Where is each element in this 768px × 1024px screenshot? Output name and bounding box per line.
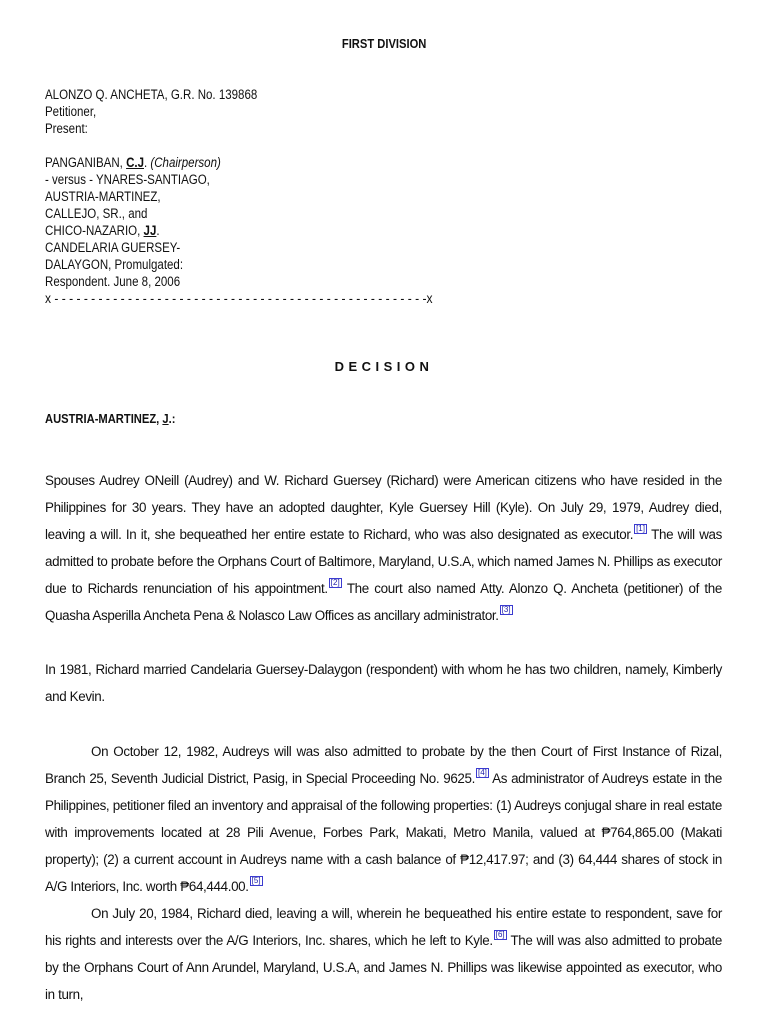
footnote-link-3[interactable]: [3]: [501, 605, 511, 614]
caption-respondent-name-1: CANDELARIA GUERSEY-: [45, 240, 181, 255]
caption-panganiban: PANGANIBAN, C.J. (Chairperson): [45, 155, 221, 170]
caption-austria-martinez: AUSTRIA-MARTINEZ,: [45, 189, 161, 204]
caption-chico-nazario: CHICO-NAZARIO, JJ.: [45, 223, 160, 238]
caption-present-label: Present:: [45, 121, 88, 136]
footnote-link-1[interactable]: [1]: [636, 524, 645, 533]
paragraph-2: In 1981, Richard married Candelaria Guersey-Dalaygon (respondent) with whom he has two children, namely, Kimberly and Kevin.: [45, 662, 722, 704]
case-caption: [45, 86, 476, 307]
caption-respondent-name-2: DALAYGON, Promulgated:: [45, 257, 184, 272]
division-heading: FIRST DIVISION: [341, 36, 427, 51]
caption-promulgation-date: Respondent. June 8, 2006: [45, 274, 181, 289]
paragraph-1: Spouses Audrey ONeill (Audrey) and W. Richard Guersey (Richard) were American citizens who have resided in the Philippines for 30 years. They have an adopted daughter, Kyle Guersey Hill (Kyle). On July 29, 1979, Audrey died, leaving a will. In it, she bequeathed her entire estate to Richard, who was also designated as executor. [1] The will was admitted to probate before the Orphans Court of Baltimore, Maryland, U.S.A, which named James N. Phillips as executor due to Richards renunciation of his appointment. [2] The court also named Atty. Alonzo Q. Ancheta (petitioner) of the Quasha Asperilla Ancheta Pena & Nolasco Law Offices as ancillary administrator. [3]: [45, 473, 722, 623]
caption-versus: - versus - YNARES-SANTIAGO,: [45, 172, 210, 187]
paragraph-4: On July 20, 1984, Richard died, leaving a will, wherein he bequeathed his entire estate to respondent, save for his rights and interests over the A/G Interiors, Inc. shares, which he left to Kyle. [6] The will was also admitted to probate by the Orphans Court of Ann Arundel, Maryland, U.S.A, and James N. Phillips was likewise appointed as executor, who in turn,: [45, 906, 722, 1002]
caption-petitioner-name: ALONZO Q. ANCHETA, G.R. No. 139868: [45, 87, 258, 102]
paragraph-3: On October 12, 1982, Audreys will was also admitted to probate by the then Court of First Instance of Rizal, Branch 25, Seventh Judicial District, Pasig, in Special Proceeding No. 9625. [4] As administrator of Audreys estate in the Philippines, petitioner filed an inventory and appraisal of the following properties: (1) Audreys conjugal share in real estate with improvements located at 28 Pili Avenue, Forbes Park, Makati, Metro Manila, valued at ₱764,865.00 (Makati property); (2) a current account in Audreys name with a cash balance of ₱12,417.97; and (3) 64,444 shares of stock in A/G Interiors, Inc. worth ₱64,444.00. [5]: [45, 744, 722, 894]
footnote-link-6[interactable]: [6]: [495, 930, 505, 939]
caption-spacer: [45, 137, 476, 154]
caption-separator: x - - - - - - - - - - - - - - - - - - - - - - - - - - - - - - - - - - - - - - - - - - - - - - - - - - -x: [45, 291, 433, 306]
caption-callejo: CALLEJO, SR., and: [45, 206, 148, 221]
footnote-link-4[interactable]: [4]: [478, 768, 487, 777]
ponente: AUSTRIA-MARTINEZ, J.:: [45, 411, 176, 426]
caption-petitioner-label: Petitioner,: [45, 104, 97, 119]
decision-title: DECISION: [334, 359, 434, 374]
footnote-link-5[interactable]: [5]: [251, 876, 261, 885]
footnote-link-2[interactable]: [2]: [330, 578, 340, 587]
